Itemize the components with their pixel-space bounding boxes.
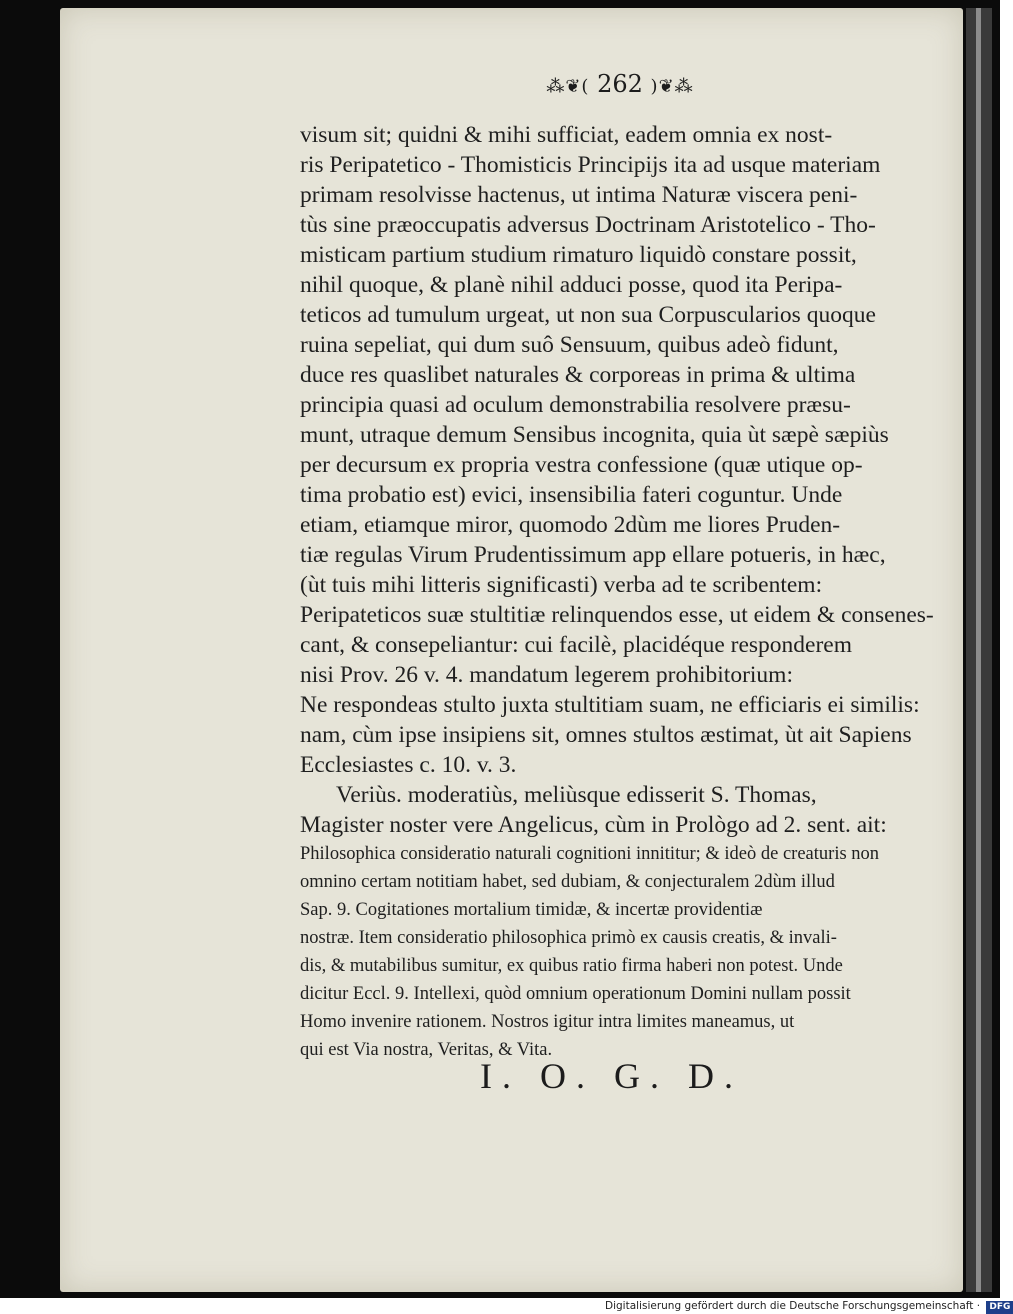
text-line: nihil quoque, & planè nihil adduci posse, quod ita Peripa- bbox=[300, 272, 843, 298]
text-line: duce res quaslibet naturales & corporeas in prima & ultima bbox=[300, 362, 856, 388]
text-line: dis, & mutabilibus sumitur, ex quibus ratio firma haberi non potest. Unde bbox=[300, 956, 843, 976]
page-body-text bbox=[300, 120, 960, 1064]
text-line: Veriùs. moderatiùs, meliùsque edisserit S. Thomas, bbox=[336, 782, 817, 808]
page-header bbox=[500, 70, 740, 98]
text-line: qui est Via nostra, Veritas, & Vita. bbox=[300, 1040, 553, 1060]
text-line: principia quasi ad oculum demonstrabilia resolvere præsu- bbox=[300, 392, 851, 418]
text-line: Peripateticos suæ stultitiæ relinquendos esse, ut eidem & consenes- bbox=[300, 602, 934, 628]
text-line: tiæ regulas Virum Prudentissimum app ellare potueris, in hæc, bbox=[300, 542, 886, 568]
page-edge-strip bbox=[966, 8, 992, 1292]
text-line: etiam, etiamque miror, quomodo 2dùm me liores Pruden- bbox=[300, 512, 841, 538]
text-line: per decursum ex propria vestra confessione (quæ utique op- bbox=[300, 452, 863, 478]
text-line: cant, & consepeliantur: cui facilè, placidéque responderem bbox=[300, 632, 853, 658]
text-line: nostræ. Item consideratio philosophica primò ex causis creatis, & invali- bbox=[300, 928, 837, 948]
digitization-credit bbox=[605, 1298, 1011, 1314]
text-line: Ne respondeas stulto juxta stultitiam suam, ne efficiaris ei similis: bbox=[300, 692, 920, 718]
text-line: tima probatio est) evici, insensibilia fateri coguntur. Unde bbox=[300, 482, 843, 508]
header-left-ornament: ⁂❦( bbox=[546, 76, 590, 97]
text-line: ris Peripatetico - Thomisticis Principijs ita ad usque materiam bbox=[300, 152, 881, 178]
text-line: primam resolvisse hactenus, ut intima Naturæ viscera peni- bbox=[300, 182, 858, 208]
text-line: nisi Prov. 26 v. 4. mandatum legerem prohibitorium: bbox=[300, 662, 793, 688]
text-line: teticos ad tumulum urgeat, ut non sua Corpuscularios quoque bbox=[300, 302, 876, 328]
header-right-ornament: )❦⁂ bbox=[650, 76, 694, 97]
dfg-logo: DFG bbox=[986, 1301, 1013, 1314]
text-line: Magister noster vere Angelicus, cùm in Prològo ad 2. sent. ait: bbox=[300, 812, 887, 838]
text-line: Ecclesiastes c. 10. v. 3. bbox=[300, 752, 517, 778]
page-number: 262 bbox=[597, 70, 643, 98]
text-line: (ùt tuis mihi litteris significasti) verba ad te scribentem: bbox=[300, 572, 823, 598]
text-line: visum sit; quidni & mihi sufficiat, eadem omnia ex nost- bbox=[300, 122, 833, 148]
closing-signature: I. O. G. D. bbox=[480, 1056, 743, 1096]
text-line: Sap. 9. Cogitationes mortalium timidæ, & incertæ providentiæ bbox=[300, 900, 763, 920]
text-line: Homo invenire rationem. Nostros igitur intra limites maneamus, ut bbox=[300, 1012, 795, 1032]
text-line: munt, utraque demum Sensibus incognita, quia ùt sæpè sæpiùs bbox=[300, 422, 889, 448]
text-line: nam, cùm ipse insipiens sit, omnes stultos æstimat, ùt ait Sapiens bbox=[300, 722, 912, 748]
text-line: ruina sepeliat, qui dum suô Sensuum, quibus adeò fidunt, bbox=[300, 332, 839, 358]
text-line: misticam partium studium rimaturo liquidò constare possit, bbox=[300, 242, 857, 268]
credit-text: Digitalisierung gefördert durch die Deutsche Forschungsgemeinschaft · bbox=[605, 1300, 981, 1312]
text-line: dicitur Eccl. 9. Intellexi, quòd omnium operationum Domini nullam possit bbox=[300, 984, 851, 1004]
text-line: omnino certam notitiam habet, sed dubiam, & conjecturalem 2dùm illud bbox=[300, 872, 835, 892]
text-line: tùs sine præoccupatis adversus Doctrinam Aristotelico - Tho- bbox=[300, 212, 876, 238]
text-line: Philosophica consideratio naturali cognitioni innititur; & ideò de creaturis non bbox=[300, 844, 880, 864]
